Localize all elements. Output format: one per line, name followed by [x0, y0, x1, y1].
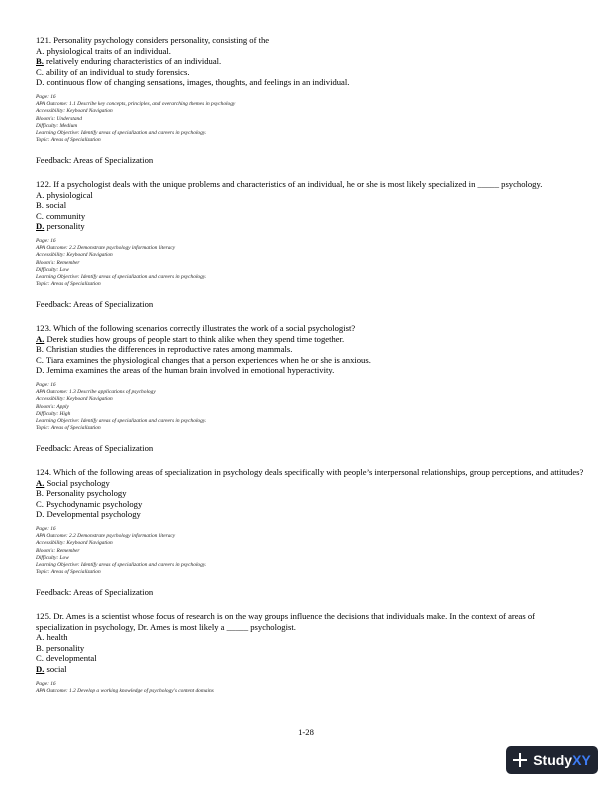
- metadata-line: Page: 16: [36, 93, 56, 100]
- page-number: 1-28: [298, 727, 314, 737]
- metadata-line: Topic: Areas of Specialization: [36, 137, 101, 144]
- metadata-line: Accessibility: Keyboard Navigation: [36, 540, 113, 547]
- question-block: [36, 467, 584, 598]
- choice-text: personality: [46, 642, 85, 653]
- metadata-line: Learning Objective: Identify areas of specialization and careers in psychology.: [36, 417, 207, 424]
- choice-text: physiological: [46, 189, 93, 200]
- metadata-line: Difficulty: High: [36, 410, 71, 417]
- metadata-line: APA Outcome: 1.1 Describe key concepts, principles, and overarching themes in psychology: [36, 101, 236, 108]
- choice-text: Derek studies how groups of people start to think alike when they spend time together.: [46, 333, 345, 344]
- correct-answer-letter: D.: [36, 663, 45, 674]
- question-metadata: [36, 94, 584, 144]
- metadata-line: Bloom's: Remember: [36, 547, 80, 554]
- answer-choice: [36, 653, 584, 664]
- studyxy-logo[interactable]: [506, 746, 598, 774]
- choice-text: community: [46, 210, 86, 221]
- feedback-line: Feedback: Areas of Specialization: [36, 299, 154, 310]
- metadata-line: Page: 16: [36, 381, 56, 388]
- choice-letter: C.: [36, 354, 44, 365]
- choice-letter: C.: [36, 653, 44, 664]
- correct-answer-letter: D.: [36, 221, 45, 232]
- choice-letter: B.: [36, 488, 44, 499]
- metadata-line: Topic: Areas of Specialization: [36, 569, 101, 576]
- brand-main: Study: [533, 752, 573, 768]
- metadata-line: Learning Objective: Identify areas of specialization and careers in psychology.: [36, 273, 207, 280]
- choice-letter: B.: [36, 200, 44, 211]
- choice-text: Developmental psychology: [46, 509, 141, 520]
- metadata-line: Bloom's: Remember: [36, 259, 80, 266]
- plus-icon: [513, 753, 527, 767]
- metadata-line: Learning Objective: Identify areas of specialization and careers in psychology.: [36, 129, 207, 136]
- answer-choice: [36, 355, 584, 366]
- answer-choice: [36, 643, 584, 654]
- choice-text: Social psychology: [46, 477, 110, 488]
- choice-text: social: [46, 663, 67, 674]
- metadata-line: Topic: Areas of Specialization: [36, 281, 101, 288]
- question-stem: 121. Personality psychology considers personality, consisting of the: [36, 35, 270, 45]
- brand-accent: XY: [572, 752, 591, 768]
- choice-text: physiological traits of an individual.: [46, 45, 171, 56]
- choice-letter: D.: [36, 77, 45, 88]
- answer-choice: [36, 499, 584, 510]
- answer-choice: [36, 46, 584, 57]
- question-metadata: [36, 526, 584, 576]
- correct-answer-letter: A.: [36, 477, 45, 488]
- answer-choice: [36, 478, 584, 489]
- choice-text: Tiara examines the physiological changes that a person experiences when he or she is anxious.: [45, 354, 371, 365]
- choice-letter: B.: [36, 642, 44, 653]
- answer-choice: [36, 211, 584, 222]
- answer-choice: [36, 77, 584, 88]
- metadata-line: Accessibility: Keyboard Navigation: [36, 396, 113, 403]
- correct-answer-letter: B.: [36, 56, 44, 67]
- choice-letter: C.: [36, 210, 44, 221]
- question-block: [36, 179, 584, 310]
- metadata-line: Bloom's: Understand: [36, 115, 82, 122]
- choice-letter: A.: [36, 632, 45, 643]
- question-block: [36, 323, 584, 454]
- choice-text: personality: [46, 221, 85, 232]
- metadata-line: Page: 16: [36, 237, 56, 244]
- answer-choice: [36, 221, 584, 232]
- document-body: [36, 35, 584, 708]
- metadata-line: Difficulty: Low: [36, 266, 69, 273]
- metadata-line: Bloom's: Apply: [36, 403, 69, 410]
- correct-answer-letter: A.: [36, 333, 45, 344]
- metadata-line: APA Outcome: 2.2 Demonstrate psychology information literacy: [36, 533, 176, 540]
- choice-text: health: [46, 632, 68, 643]
- answer-choice: [36, 509, 584, 520]
- question-metadata: [36, 681, 584, 695]
- answer-choice: [36, 344, 584, 355]
- choice-text: relatively enduring characteristics of an individual.: [46, 56, 222, 67]
- metadata-line: APA Outcome: 1.2 Develop a working knowledge of psychology's content domains: [36, 687, 214, 694]
- choice-text: social: [46, 200, 67, 211]
- metadata-line: Accessibility: Keyboard Navigation: [36, 252, 113, 259]
- feedback-line: Feedback: Areas of Specialization: [36, 443, 154, 454]
- answer-choice: [36, 488, 584, 499]
- metadata-line: Page: 16: [36, 525, 56, 532]
- feedback-line: Feedback: Areas of Specialization: [36, 587, 154, 598]
- metadata-line: APA Outcome: 2.2 Demonstrate psychology information literacy: [36, 245, 176, 252]
- choice-letter: C.: [36, 66, 44, 77]
- choice-letter: C.: [36, 498, 44, 509]
- metadata-line: Difficulty: Low: [36, 554, 69, 561]
- choice-text: Personality psychology: [46, 488, 127, 499]
- metadata-line: Difficulty: Medium: [36, 122, 78, 129]
- answer-choice: [36, 67, 584, 78]
- choice-letter: D.: [36, 365, 45, 376]
- choice-text: continuous flow of changing sensations, images, thoughts, and feelings in an individual.: [46, 77, 350, 88]
- choice-text: Christian studies the differences in reproductive rates among mammals.: [46, 344, 293, 355]
- answer-choice: [36, 365, 584, 376]
- question-stem: 123. Which of the following scenarios correctly illustrates the work of a social psychologist?: [36, 322, 356, 333]
- choice-letter: A.: [36, 45, 45, 56]
- choice-letter: B.: [36, 344, 44, 355]
- question-stem: 124. Which of the following areas of specialization in psychology deals specifically with people’s interpersonal relationships, group perceptions, and attitudes?: [36, 466, 584, 477]
- feedback-line: Feedback: Areas of Specialization: [36, 155, 154, 166]
- question-stem: 125. Dr. Ames is a scientist whose focus of research is on the way groups influence the decisions that individuals make. In the context of areas of specialization in psychology, Dr. Ames is most likely a _____ psychologist.: [36, 610, 536, 632]
- choice-letter: D.: [36, 509, 45, 520]
- answer-choice: [36, 334, 584, 345]
- question-metadata: [36, 238, 584, 288]
- answer-choice: [36, 56, 584, 67]
- metadata-line: Page: 16: [36, 680, 56, 687]
- question-block: [36, 35, 584, 166]
- answer-choice: [36, 190, 584, 201]
- answer-choice: [36, 632, 584, 643]
- question-stem: 122. If a psychologist deals with the unique problems and characteristics of an individual, he or she is most likely specialized in _____ psychology.: [36, 178, 543, 189]
- choice-text: developmental: [46, 653, 97, 664]
- metadata-line: Learning Objective: Identify areas of specialization and careers in psychology.: [36, 561, 207, 568]
- metadata-line: Accessibility: Keyboard Navigation: [36, 108, 113, 115]
- answer-choice: [36, 664, 584, 675]
- choice-letter: A.: [36, 189, 45, 200]
- metadata-line: APA Outcome: 1.3 Describe applications of psychology: [36, 389, 156, 396]
- question-metadata: [36, 382, 584, 432]
- choice-text: Psychodynamic psychology: [46, 498, 143, 509]
- question-block: [36, 611, 584, 695]
- choice-text: ability of an individual to study forensics.: [46, 66, 190, 77]
- choice-text: Jemima examines the areas of the human brain involved in emotional hyperactivity.: [46, 365, 335, 376]
- answer-choice: [36, 200, 584, 211]
- metadata-line: Topic: Areas of Specialization: [36, 425, 101, 432]
